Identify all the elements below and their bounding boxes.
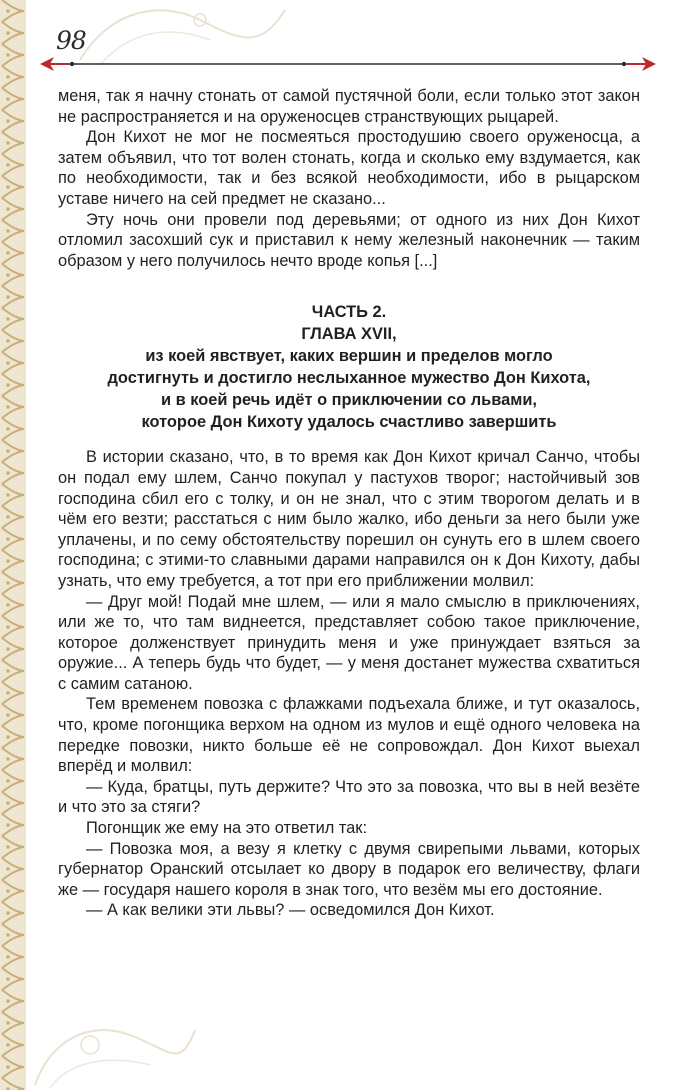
chapter-subtitle-line: из коей явствует, каких вершин и пределов могло: [145, 347, 553, 366]
border-dot: [6, 735, 10, 739]
border-motif: [2, 858, 24, 880]
border-dot: [6, 933, 10, 937]
border-motif: [2, 594, 24, 616]
chapter-subtitle-line: достигнуть и достигло неслыханное мужество Дон Кихота,: [107, 369, 591, 388]
border-dot: [6, 53, 10, 57]
border-motif: [2, 220, 24, 242]
border-motif: [2, 814, 24, 836]
paragraph: — Куда, братцы, путь держите? Что это за повозка, что вы в ней везёте и что это за стяги?: [58, 777, 640, 817]
part-title: ЧАСТЬ 2.: [311, 303, 387, 322]
paragraph: — А как велики эти львы? — осведомился Дон Кихот.: [86, 901, 495, 920]
border-dot: [6, 559, 10, 563]
border-dot: [6, 295, 10, 299]
chapter-title: ГЛАВА XVII,: [301, 325, 397, 344]
border-motif: [2, 396, 24, 418]
border-motif: [2, 770, 24, 792]
border-dot: [6, 361, 10, 365]
chapter-subtitle-line: которое Дон Кихоту удалось счастливо завершить: [141, 413, 557, 432]
border-motif: [2, 110, 24, 132]
border-motif: [2, 990, 24, 1012]
border-motif: [2, 1056, 24, 1078]
border-motif: [2, 902, 24, 924]
border-motif: [2, 924, 24, 946]
bottom-swirl-ornament: [30, 1000, 200, 1090]
border-dot: [6, 273, 10, 277]
border-dot: [6, 867, 10, 871]
border-dot: [6, 185, 10, 189]
border-dot: [6, 1065, 10, 1069]
border-motif: [2, 946, 24, 968]
border-motif: [2, 836, 24, 858]
border-pattern: [0, 0, 26, 1090]
border-motif: [2, 462, 24, 484]
border-dot: [6, 779, 10, 783]
border-dot: [6, 691, 10, 695]
border-motif: [2, 638, 24, 660]
border-motif: [2, 506, 24, 528]
border-dot: [6, 669, 10, 673]
border-dot: [6, 141, 10, 145]
border-dot: [6, 449, 10, 453]
border-dot: [6, 119, 10, 123]
border-motif: [2, 682, 24, 704]
border-motif: [2, 0, 24, 22]
border-dot: [6, 999, 10, 1003]
header-rule: [38, 48, 658, 78]
border-motif: [2, 726, 24, 748]
border-dot: [6, 823, 10, 827]
border-motif: [2, 792, 24, 814]
chapter-heading: [58, 301, 640, 433]
border-dot: [6, 471, 10, 475]
border-motif: [2, 154, 24, 176]
border-dot: [6, 581, 10, 585]
border-dot: [6, 493, 10, 497]
border-motif: [2, 1078, 24, 1090]
border-dot: [6, 229, 10, 233]
border-motif: [2, 572, 24, 594]
border-dot: [6, 251, 10, 255]
border-motif: [2, 242, 24, 264]
border-motif: [2, 550, 24, 572]
border-dot: [6, 427, 10, 431]
border-motif: [2, 374, 24, 396]
paragraph: — Друг мой! Подай мне шлем, — или я мало смыслю в приключениях, или же то, что там виднеется, представляет собою такое приключение, которое долженствует принудить меня и уже принуждает взяться за оружие... А теперь будь что будет, — у меня достанет мужества схватиться с самим сатаною.: [58, 592, 640, 693]
paragraph: Эту ночь они провели под деревьями; от одного из них Дон Кихот отломил засохший сук и приставил к нему железный наконечник — таким образом у него получилось нечто вроде копья [...]: [58, 210, 640, 270]
page-number: 98: [56, 26, 86, 55]
border-motif: [2, 330, 24, 352]
border-motif: [2, 748, 24, 770]
border-dot: [6, 1021, 10, 1025]
border-dot: [6, 889, 10, 893]
border-dot: [6, 97, 10, 101]
border-dot: [6, 977, 10, 981]
paragraph: В истории сказано, что, в то время как Дон Кихот кричал Санчо, чтобы он подал ему шлем, Санчо покупал у пастухов творог; настойчивый зов господина сбил его с толку, и он не знал, что с этим творогом делать и в чём его везти; расстаться с ним было жалко, ибо деньги за него были уже уплачены, и по сему обстоятельству порешил он сунуть его в шлем своего господина; с этими-то славными дарами направился он к Дон Кихоту, дабы узнать, что ему требуется, а тот при его приближении молвил:: [58, 448, 640, 590]
border-dot: [6, 625, 10, 629]
border-dot: [6, 9, 10, 13]
border-dot: [6, 537, 10, 541]
border-motif: [2, 22, 24, 44]
paragraph: — Повозка моя, а везу я клетку с двумя свирепыми львами, которых губернатор Оранский отсылает ко двору в подарок его величеству, флаги же — государя нашего короля в знак того, что везём мы его достояние.: [58, 839, 640, 899]
border-motif: [2, 132, 24, 154]
border-dot: [6, 163, 10, 167]
border-dot: [6, 339, 10, 343]
decorative-border: [0, 0, 26, 1090]
border-motif: [2, 880, 24, 902]
border-motif: [2, 264, 24, 286]
border-motif: [2, 308, 24, 330]
border-motif: [2, 484, 24, 506]
border-dot: [6, 955, 10, 959]
border-motif: [2, 418, 24, 440]
border-motif: [2, 616, 24, 638]
border-motif: [2, 968, 24, 990]
border-motif: [2, 44, 24, 66]
border-motif: [2, 440, 24, 462]
border-motif: [2, 1012, 24, 1034]
border-dot: [6, 75, 10, 79]
border-dot: [6, 1043, 10, 1047]
border-dot: [6, 757, 10, 761]
border-motif: [2, 88, 24, 110]
paragraph: Тем временем повозка с флажками подъехала ближе, и тут оказалось, что, кроме погонщика верхом на одном из мулов и ещё одного человека на передке повозки, никто больше её не сопровождал. Дон Кихот выехал вперёд и молвил:: [58, 695, 640, 776]
paragraph: Погонщик же ему на это ответил так:: [86, 819, 368, 838]
border-dot: [6, 647, 10, 651]
paragraph: Дон Кихот не мог не посмеяться простодушию своего оруженосца, а затем объявил, что тот волен стонать, когда и сколько ему вздумается, как по необходимости, так и без всякой необходимости, ибо в рыцарском уставе ничего на сей предмет не сказано...: [58, 128, 640, 208]
border-motif: [2, 1034, 24, 1056]
border-dot: [6, 405, 10, 409]
border-dot: [6, 911, 10, 915]
border-dot: [6, 845, 10, 849]
border-motif: [2, 198, 24, 220]
border-motif: [2, 660, 24, 682]
border-dot: [6, 317, 10, 321]
border-motif: [2, 286, 24, 308]
border-dot: [6, 801, 10, 805]
border-dot: [6, 713, 10, 717]
border-dot: [6, 603, 10, 607]
border-motif: [2, 66, 24, 88]
border-motif: [2, 528, 24, 550]
border-motif: [2, 352, 24, 374]
chapter-subtitle-line: и в коей речь идёт о приключении со львами,: [161, 391, 537, 410]
border-motif: [2, 176, 24, 198]
border-dot: [6, 515, 10, 519]
border-motif: [2, 704, 24, 726]
border-dot: [6, 31, 10, 35]
paragraph: меня, так я начну стонать от самой пустячной боли, если только этот закон не распространяется и на оруженосцев странствующих рыцарей.: [58, 87, 640, 126]
border-dot: [6, 383, 10, 387]
page-content: [58, 86, 640, 921]
border-dot: [6, 207, 10, 211]
